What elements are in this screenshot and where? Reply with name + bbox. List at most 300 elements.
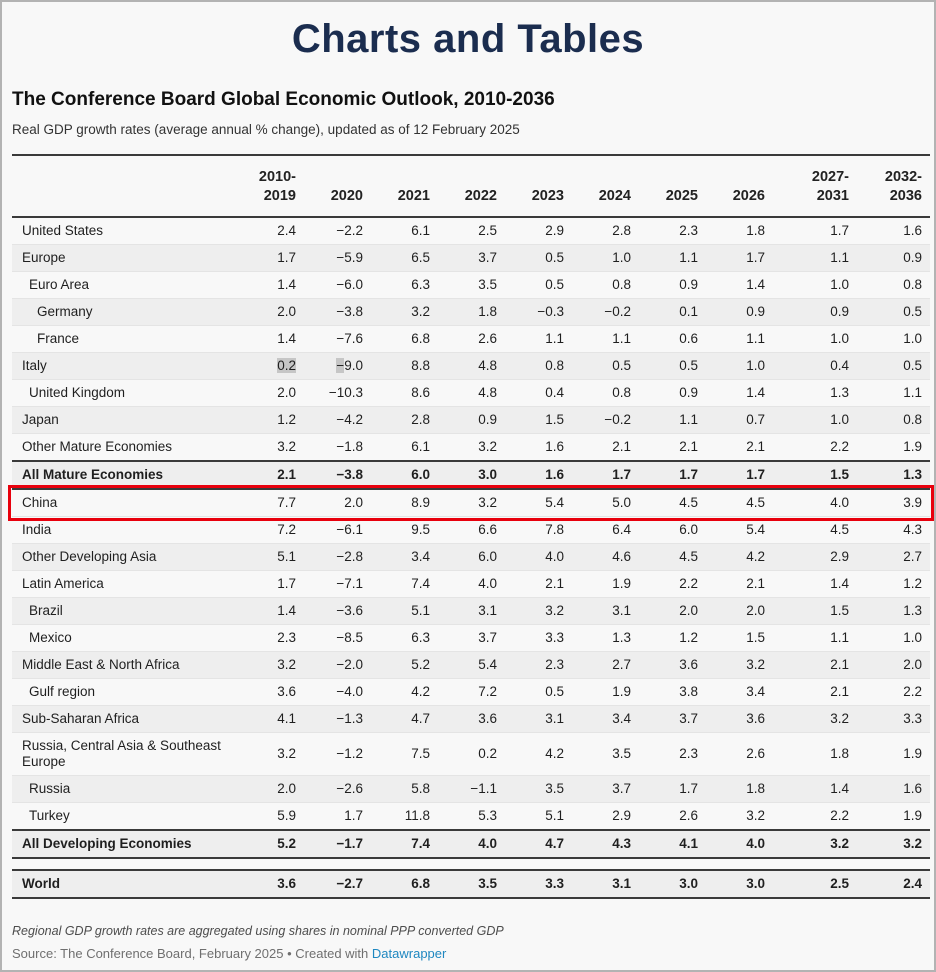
value-cell: 3.3 <box>903 711 922 726</box>
value-cell: 0.2 <box>478 746 497 761</box>
value-cell: 1.1 <box>545 331 564 346</box>
value-cell: 0.4 <box>545 385 564 400</box>
value-cell: 2.3 <box>679 223 698 238</box>
value-cell: 1.0 <box>830 412 849 427</box>
value-cell: 1.1 <box>612 331 631 346</box>
value-cell: 3.2 <box>411 304 430 319</box>
value-cell: 4.0 <box>478 576 497 591</box>
value-cell: −4.0 <box>336 684 363 699</box>
value-cell: 2.6 <box>746 746 765 761</box>
value-cell: 1.7 <box>277 576 296 591</box>
value-cell: 3.9 <box>903 495 922 510</box>
value-cell: 4.2 <box>746 549 765 564</box>
value-cell: 1.1 <box>903 385 922 400</box>
value-cell: 1.7 <box>679 467 698 482</box>
value-cell: 0.5 <box>903 358 922 373</box>
value-cell: 1.7 <box>277 250 296 265</box>
value-cell: 1.9 <box>612 684 631 699</box>
value-cell: 1.7 <box>746 250 765 265</box>
value-cell: 1.0 <box>830 331 849 346</box>
value-cell: −0.2 <box>604 304 631 319</box>
value-cell: 1.4 <box>830 576 849 591</box>
value-cell: 1.7 <box>679 781 698 796</box>
value-cell: 0.6 <box>679 331 698 346</box>
value-cell: 4.0 <box>746 836 765 851</box>
value-cell: 0.4 <box>830 358 849 373</box>
row-label: Mexico <box>29 630 72 645</box>
value-cell: −3.8 <box>336 467 363 482</box>
row-label: Russia, Central Asia & Southeast Europe <box>22 738 221 769</box>
value-cell: 0.5 <box>612 358 631 373</box>
table-row-gulf-region <box>12 679 930 706</box>
value-cell: 1.8 <box>746 781 765 796</box>
value-cell: −5.9 <box>336 250 363 265</box>
value-cell: −7.6 <box>336 331 363 346</box>
value-cell: 5.2 <box>277 836 296 851</box>
value-cell: 6.3 <box>411 277 430 292</box>
value-cell: 3.2 <box>277 657 296 672</box>
value-cell: 6.3 <box>411 630 430 645</box>
value-cell: 3.2 <box>830 711 849 726</box>
footer-source <box>12 945 924 962</box>
value-cell: 3.4 <box>612 711 631 726</box>
row-label: Middle East & North Africa <box>22 657 180 672</box>
value-cell: 0.7 <box>746 412 765 427</box>
value-cell: 1.0 <box>903 630 922 645</box>
value-cell: 2.1 <box>612 439 631 454</box>
value-cell: 2.3 <box>277 630 296 645</box>
chart-container <box>2 88 934 899</box>
table-row-italy <box>12 353 930 380</box>
value-cell: 3.1 <box>545 711 564 726</box>
value-cell: 3.2 <box>903 836 922 851</box>
row-label: United States <box>22 223 104 238</box>
value-cell: 5.4 <box>478 657 497 672</box>
value-cell: 3.2 <box>277 746 296 761</box>
table-row-europe <box>12 245 930 272</box>
created-with-text: Created with <box>295 946 369 961</box>
value-cell: 2.0 <box>903 657 922 672</box>
row-label: Europe <box>22 250 66 265</box>
table-row-japan <box>12 407 930 434</box>
value-cell: 4.6 <box>612 549 631 564</box>
value-cell: 7.4 <box>411 836 430 851</box>
value-cell: 1.3 <box>903 603 922 618</box>
value-cell: 2.8 <box>612 223 631 238</box>
value-cell: −8.5 <box>336 630 363 645</box>
value-cell: 1.1 <box>679 412 698 427</box>
value-cell: −10.3 <box>328 385 363 400</box>
value-cell: 2.3 <box>679 746 698 761</box>
value-cell: 1.5 <box>545 412 564 427</box>
value-cell: −6.1 <box>336 522 363 537</box>
row-label: Japan <box>22 412 59 427</box>
value-cell: −7.1 <box>336 576 363 591</box>
column-header-2027-2031: 2027- 2031 <box>811 169 849 204</box>
value-cell: 2.0 <box>344 495 363 510</box>
value-cell: 1.0 <box>612 250 631 265</box>
value-cell: 3.8 <box>679 684 698 699</box>
value-cell: 1.1 <box>830 630 849 645</box>
value-cell: 5.0 <box>612 495 631 510</box>
value-cell: 1.3 <box>903 467 922 482</box>
value-cell: 1.9 <box>612 576 631 591</box>
value-cell: 2.0 <box>277 304 296 319</box>
value-cell: 7.8 <box>545 522 564 537</box>
value-cell: 3.2 <box>830 836 849 851</box>
table-row-germany <box>12 299 930 326</box>
value-cell: 2.0 <box>746 603 765 618</box>
value-cell: 3.3 <box>545 876 564 891</box>
table-row-all-mature-economies <box>12 461 930 489</box>
value-cell: 1.6 <box>903 223 922 238</box>
value-cell: 2.9 <box>612 808 631 823</box>
value-cell: 1.4 <box>746 277 765 292</box>
value-cell: −1.7 <box>336 836 363 851</box>
value-cell: 2.1 <box>746 439 765 454</box>
value-cell: 7.2 <box>478 684 497 699</box>
table-row-united-states <box>12 217 930 245</box>
value-cell: 1.0 <box>746 358 765 373</box>
value-cell: 3.7 <box>679 711 698 726</box>
value-cell: −0.2 <box>604 412 631 427</box>
row-label-column-header <box>12 155 226 217</box>
chart-description: Real GDP growth rates (average annual % change), updated as of 12 February 2025 <box>12 122 520 137</box>
value-cell: −0.3 <box>537 304 564 319</box>
value-cell: 2.1 <box>746 576 765 591</box>
column-header-2026: 2026 <box>732 188 765 204</box>
table-row-mexico <box>12 625 930 652</box>
value-cell: −4.2 <box>336 412 363 427</box>
row-label: All Developing Economies <box>22 836 192 851</box>
value-cell: 5.1 <box>277 549 296 564</box>
value-cell: 4.0 <box>545 549 564 564</box>
value-cell: 4.5 <box>830 522 849 537</box>
value-cell: 7.7 <box>277 495 296 510</box>
value-cell: 3.5 <box>478 876 497 891</box>
value-cell: 7.5 <box>411 746 430 761</box>
value-cell: −2.2 <box>336 223 363 238</box>
value-cell: 1.9 <box>903 746 922 761</box>
value-cell: 3.6 <box>277 876 296 891</box>
value-cell: −1.3 <box>336 711 363 726</box>
value-cell: 1.1 <box>679 250 698 265</box>
value-cell: 1.4 <box>277 603 296 618</box>
column-header-2024: 2024 <box>598 188 631 204</box>
value-cell: 0.5 <box>903 304 922 319</box>
value-cell: 2.4 <box>903 876 922 891</box>
column-header-2021: 2021 <box>397 188 430 204</box>
value-cell: 2.0 <box>277 781 296 796</box>
value-cell: 1.7 <box>830 223 849 238</box>
value-cell: 3.2 <box>746 657 765 672</box>
value-cell: 1.7 <box>612 467 631 482</box>
value-cell: 7.2 <box>277 522 296 537</box>
value-cell: 2.8 <box>411 412 430 427</box>
value-cell: 2.1 <box>679 439 698 454</box>
datawrapper-link[interactable]: Datawrapper <box>371 946 447 961</box>
row-label: Russia <box>29 781 71 796</box>
row-label: India <box>22 522 52 537</box>
value-cell: 3.5 <box>545 781 564 796</box>
table-row-russia <box>12 776 930 803</box>
value-cell: 1.8 <box>830 746 849 761</box>
value-cell: 3.4 <box>746 684 765 699</box>
value-cell: 1.3 <box>612 630 631 645</box>
value-cell: −9.0 <box>336 358 363 373</box>
value-cell: 1.2 <box>277 412 296 427</box>
value-cell: −2.0 <box>336 657 363 672</box>
value-cell: 0.5 <box>545 250 564 265</box>
value-cell: 4.8 <box>478 358 497 373</box>
value-cell: 3.3 <box>545 630 564 645</box>
table-row-world <box>12 870 930 898</box>
value-cell: 1.2 <box>679 630 698 645</box>
row-label: Other Developing Asia <box>22 549 157 564</box>
table-row-brazil <box>12 598 930 625</box>
value-cell: 5.8 <box>411 781 430 796</box>
value-cell: 2.6 <box>478 331 497 346</box>
value-cell: −1.8 <box>336 439 363 454</box>
value-cell: 0.5 <box>679 358 698 373</box>
column-header-2032-2036: 2032- 2036 <box>884 169 922 204</box>
value-cell: 3.2 <box>746 808 765 823</box>
table-gap-row <box>12 858 930 870</box>
value-cell: 6.8 <box>411 876 430 891</box>
table-row-all-developing-economies <box>12 830 930 858</box>
value-cell: 2.2 <box>903 684 922 699</box>
selected-text: 0.2 <box>277 358 296 373</box>
value-cell: 1.9 <box>903 808 922 823</box>
value-cell: 1.9 <box>903 439 922 454</box>
table-row-sub-saharan-africa <box>12 706 930 733</box>
value-cell: 1.4 <box>277 331 296 346</box>
value-cell: 2.7 <box>612 657 631 672</box>
value-cell: 1.7 <box>746 467 765 482</box>
value-cell: 1.2 <box>903 576 922 591</box>
value-cell: 2.0 <box>277 385 296 400</box>
value-cell: 2.1 <box>830 684 849 699</box>
chart-title: The Conference Board Global Economic Outlook, 2010-2036 <box>12 89 555 110</box>
value-cell: 2.0 <box>679 603 698 618</box>
value-cell: 3.2 <box>277 439 296 454</box>
value-cell: 4.0 <box>830 495 849 510</box>
value-cell: 4.5 <box>746 495 765 510</box>
source-text: Source: The Conference Board, February 2025 <box>12 946 284 961</box>
value-cell: 4.0 <box>478 836 497 851</box>
value-cell: 6.0 <box>679 522 698 537</box>
value-cell: 0.8 <box>903 277 922 292</box>
value-cell: 2.2 <box>679 576 698 591</box>
value-cell: 5.4 <box>746 522 765 537</box>
value-cell: 3.1 <box>612 603 631 618</box>
value-cell: 9.5 <box>411 522 430 537</box>
row-label: Turkey <box>29 808 70 823</box>
value-cell: 2.1 <box>830 657 849 672</box>
value-cell: 3.5 <box>478 277 497 292</box>
value-cell: 3.4 <box>411 549 430 564</box>
selected-text: − <box>336 358 345 373</box>
value-cell: −2.7 <box>336 876 363 891</box>
value-cell: 3.5 <box>612 746 631 761</box>
value-cell: 2.4 <box>277 223 296 238</box>
value-cell <box>226 353 304 380</box>
value-cell: 1.1 <box>746 331 765 346</box>
value-cell: 4.3 <box>903 522 922 537</box>
value-cell: 8.6 <box>411 385 430 400</box>
value-cell: 2.6 <box>679 808 698 823</box>
value-cell: 4.1 <box>277 711 296 726</box>
value-cell: 1.0 <box>830 277 849 292</box>
value-cell: 8.8 <box>411 358 430 373</box>
value-cell: 0.5 <box>545 684 564 699</box>
row-label: Sub-Saharan Africa <box>22 711 140 726</box>
value-cell: 3.6 <box>478 711 497 726</box>
value-cell: 11.8 <box>404 808 430 823</box>
value-cell: 3.0 <box>746 876 765 891</box>
value-cell: 5.3 <box>478 808 497 823</box>
value-cell: 2.2 <box>830 808 849 823</box>
value-cell: −2.8 <box>336 549 363 564</box>
row-label: Brazil <box>29 603 63 618</box>
table-row-russia-central-asia-southeast-europe <box>12 733 930 776</box>
row-label: World <box>22 876 60 891</box>
value-cell: 1.6 <box>545 467 564 482</box>
value-cell: 8.9 <box>411 495 430 510</box>
value-cell: 2.7 <box>903 549 922 564</box>
separator-dot: • <box>287 946 292 961</box>
value-cell: 0.1 <box>679 304 698 319</box>
value-cell: 3.2 <box>545 603 564 618</box>
value-cell: 6.8 <box>411 331 430 346</box>
table-row-india <box>12 517 930 544</box>
value-cell: 1.1 <box>830 250 849 265</box>
value-cell: 6.6 <box>478 522 497 537</box>
value-cell: 0.8 <box>545 358 564 373</box>
value-cell: 6.5 <box>411 250 430 265</box>
value-cell: 4.1 <box>679 836 698 851</box>
table-row-france <box>12 326 930 353</box>
value-cell: −2.6 <box>336 781 363 796</box>
table-row-middle-east-north-africa <box>12 652 930 679</box>
row-label: United Kingdom <box>29 385 126 400</box>
value-cell: 2.9 <box>830 549 849 564</box>
value-cell: −6.0 <box>336 277 363 292</box>
value-cell: 6.1 <box>411 223 430 238</box>
table-row-other-developing-asia <box>12 544 930 571</box>
row-label: China <box>22 495 58 510</box>
value-cell: −1.1 <box>470 781 497 796</box>
value-cell: 3.6 <box>746 711 765 726</box>
row-label: Germany <box>37 304 93 319</box>
column-header-2020: 2020 <box>330 188 363 204</box>
row-label: Gulf region <box>29 684 96 699</box>
page-title: Charts and Tables <box>291 17 645 61</box>
value-cell: 3.7 <box>478 630 497 645</box>
value-cell: 4.7 <box>411 711 430 726</box>
value-cell: −3.6 <box>336 603 363 618</box>
value-cell: 0.9 <box>679 385 698 400</box>
table-header-row <box>12 155 930 217</box>
value-cell: 6.0 <box>478 549 497 564</box>
value-cell: 0.9 <box>478 412 497 427</box>
value-cell: 3.0 <box>478 467 497 482</box>
value-cell: 0.9 <box>830 304 849 319</box>
value-cell: 1.7 <box>344 808 363 823</box>
value-cell: 1.6 <box>545 439 564 454</box>
row-label: Euro Area <box>29 277 90 292</box>
value-cell: 2.3 <box>545 657 564 672</box>
table-row-turkey <box>12 803 930 831</box>
value-cell: 3.7 <box>478 250 497 265</box>
value-cell: 1.5 <box>746 630 765 645</box>
value-cell: 3.6 <box>679 657 698 672</box>
value-cell: 5.1 <box>545 808 564 823</box>
gdp-table <box>12 154 930 899</box>
row-label: Italy <box>22 358 47 373</box>
value-cell: 1.5 <box>830 467 849 482</box>
value-cell: 3.1 <box>478 603 497 618</box>
footer-note: Regional GDP growth rates are aggregated using shares in nominal PPP converted GDP <box>12 924 504 938</box>
value-cell: 3.6 <box>277 684 296 699</box>
table-row-euro-area <box>12 272 930 299</box>
table-row-other-mature-economies <box>12 434 930 462</box>
value-cell: 1.4 <box>277 277 296 292</box>
value-cell: 4.8 <box>478 385 497 400</box>
value-cell: 1.5 <box>830 603 849 618</box>
value-cell: 4.5 <box>679 549 698 564</box>
value-cell: 0.9 <box>679 277 698 292</box>
value-cell: 1.0 <box>903 331 922 346</box>
value-cell: 3.2 <box>478 495 497 510</box>
value-cell: 0.9 <box>903 250 922 265</box>
column-header-2025: 2025 <box>665 188 698 204</box>
value-cell: 0.9 <box>746 304 765 319</box>
value-cell: 3.7 <box>612 781 631 796</box>
value-cell: 4.2 <box>411 684 430 699</box>
value-cell: 7.4 <box>411 576 430 591</box>
value-cell: 6.1 <box>411 439 430 454</box>
value-cell: 0.8 <box>612 385 631 400</box>
value-cell: 3.2 <box>478 439 497 454</box>
value-cell: 2.5 <box>478 223 497 238</box>
column-header-2023: 2023 <box>531 188 564 204</box>
value-cell: 1.6 <box>903 781 922 796</box>
value-cell: −3.8 <box>336 304 363 319</box>
column-header-2010-2019: 2010- 2019 <box>258 169 296 204</box>
value-cell: 4.5 <box>679 495 698 510</box>
value-cell: 1.4 <box>746 385 765 400</box>
value-cell: 0.8 <box>903 412 922 427</box>
value-cell: 0.5 <box>545 277 564 292</box>
table-row-latin-america <box>12 571 930 598</box>
table-row-united-kingdom <box>12 380 930 407</box>
value-cell: 1.3 <box>830 385 849 400</box>
value-cell: 4.3 <box>612 836 631 851</box>
value-cell: 5.4 <box>545 495 564 510</box>
row-label: Latin America <box>22 576 104 591</box>
column-header-2022: 2022 <box>464 188 497 204</box>
value-cell: 2.5 <box>830 876 849 891</box>
value-cell: 4.7 <box>545 836 564 851</box>
value-cell: 2.1 <box>277 467 296 482</box>
value-cell: 5.2 <box>411 657 430 672</box>
value-cell: 6.0 <box>411 467 430 482</box>
value-cell: 0.8 <box>612 277 631 292</box>
value-cell: 2.2 <box>830 439 849 454</box>
value-cell: 3.0 <box>679 876 698 891</box>
value-cell: 2.1 <box>545 576 564 591</box>
